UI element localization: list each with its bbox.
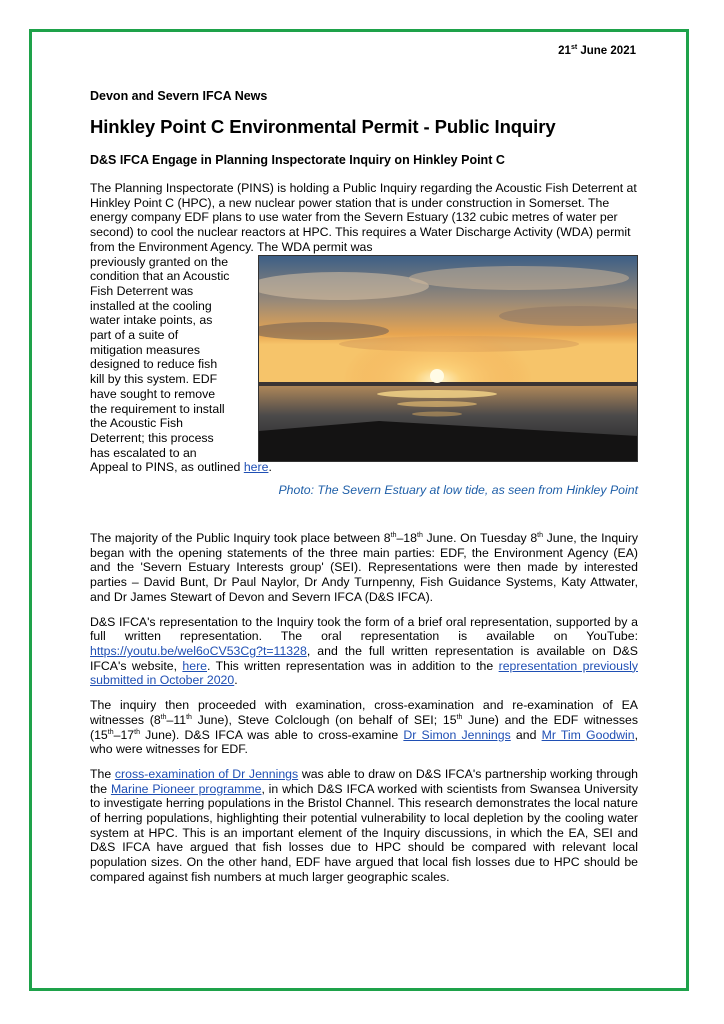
youtube-link[interactable]: https://youtu.be/wel6oCV53Cg?t=11328 — [90, 643, 307, 658]
wrap-text-column — [90, 255, 250, 461]
wrap-line: the Acoustic Fish — [90, 416, 183, 431]
wrap-line: installed at the cooling — [90, 298, 212, 313]
article — [90, 88, 638, 885]
herring-research-paragraph: The cross-examination of Dr Jennings was able to draw on D&S IFCA's partnership working through the Marine Pioneer programme, in which D&S IFCA worked with scientists from Swansea University to investigate herring populations in the Bristol Channel. This research demonstrates the local nature of herring populations, highlighting their potential vulnerability to local depletion by the cooling water system at HPC. This is an important element of the Inquiry discussions, in which the EA, SEI and D&S IFCA have argued that fish losses due to HPC should be compared with relevant local population sizes. On the other hand, EDF have argued that local fish losses due to HPC should be compared against fish numbers at much larger geographic scales. — [90, 766, 638, 884]
tim-goodwin-link[interactable]: Mr Tim Goodwin — [541, 727, 635, 742]
pins-appeal-link[interactable]: here — [243, 460, 269, 475]
document-date: 21st June 2021 — [558, 44, 636, 57]
news-heading: Devon and Severn IFCA News — [90, 89, 268, 103]
inquiry-summary-paragraph: The majority of the Public Inquiry took place between 8th–18th June. On Tuesday 8th June, the Inquiry began with the opening statements of the three main parties: EDF, the Environment Agency (EA) and the 'Severn Estuary Interests group' (SEI). Representations were then made by interested parties – David Bunt, Dr Paul Naylor, Dr Andy Turnpenny, Fish Guidance Systems, Katy Attwater, and Dr James Stewart of Devon and Severn IFCA (D&S IFCA). — [90, 531, 638, 604]
wrap-line: Deterrent; this process — [90, 430, 214, 445]
intro-paragraph: The Planning Inspectorate (PINS) is holding a Public Inquiry regarding the Acoustic Fish Deterrent at Hinkley Point C (HPC), a new nuclear power station that is under construction in Somerset. The energy company EDF plans to use water from the Severn Estuary (132 cubic metres of water per second) to cool the nuclear reactors at HPC. This requires a Water Discharge Activity (WDA) permit from the Environment Agency. The WDA permit was — [90, 181, 637, 254]
wrap-line: have sought to remove — [90, 386, 216, 401]
photo-caption: Photo: The Severn Estuary at low tide, as seen from Hinkley Point — [278, 483, 638, 498]
simon-jennings-link[interactable]: Dr Simon Jennings — [403, 727, 511, 742]
wrap-line: water intake points, as — [90, 313, 213, 328]
estuary-photo — [258, 255, 638, 462]
wrap-line: previously granted on the — [90, 254, 229, 269]
appeal-line: Appeal to PINS, as outlined here. — [90, 460, 272, 475]
marine-pioneer-link[interactable]: Marine Pioneer programme — [110, 781, 262, 796]
article-subtitle: D&S IFCA Engage in Planning Inspectorate Inquiry on Hinkley Point C — [90, 153, 505, 167]
wrap-line: the requirement to install — [90, 401, 225, 416]
wrap-line: Fish Deterrent was — [90, 283, 194, 298]
previous-representation-link[interactable]: representation previously submitted in October 2020 — [90, 658, 638, 688]
wrap-line: condition that an Acoustic — [90, 269, 230, 284]
wrap-line: mitigation measures — [90, 342, 201, 357]
article-title: Hinkley Point C Environmental Permit - Public Inquiry — [90, 116, 556, 137]
wrap-line: part of a suite of — [90, 328, 179, 343]
wrap-line: designed to reduce fish — [90, 357, 218, 372]
representation-paragraph: D&S IFCA's representation to the Inquiry took the form of a brief oral representation, supported by a full written representation. The oral representation is available on YouTube: https://youtu.be/wel6oCV53Cg?t=11328, and the full written representation is available on D&S IFCA's website, here. This written representation was in addition to the representation previously submitted in October 2020. — [90, 614, 638, 688]
photo-wrap-section — [90, 255, 638, 498]
wrap-line: kill by this system. EDF — [90, 372, 218, 387]
examination-paragraph: The inquiry then proceeded with examination, cross-examination and re-examination of EA witnesses (8th–11th June), Steve Colclough (on behalf of SEI; 15th June) and the EDF witnesses (15th–17th June). D&S IFCA was able to cross-examine Dr Simon Jennings and Mr Tim Goodwin, who were witnesses for EDF. — [90, 698, 639, 757]
written-representation-link[interactable]: here — [182, 658, 208, 673]
cross-examination-link[interactable]: cross-examination of Dr Jennings — [114, 766, 299, 781]
wrap-line: has escalated to an — [90, 445, 197, 460]
